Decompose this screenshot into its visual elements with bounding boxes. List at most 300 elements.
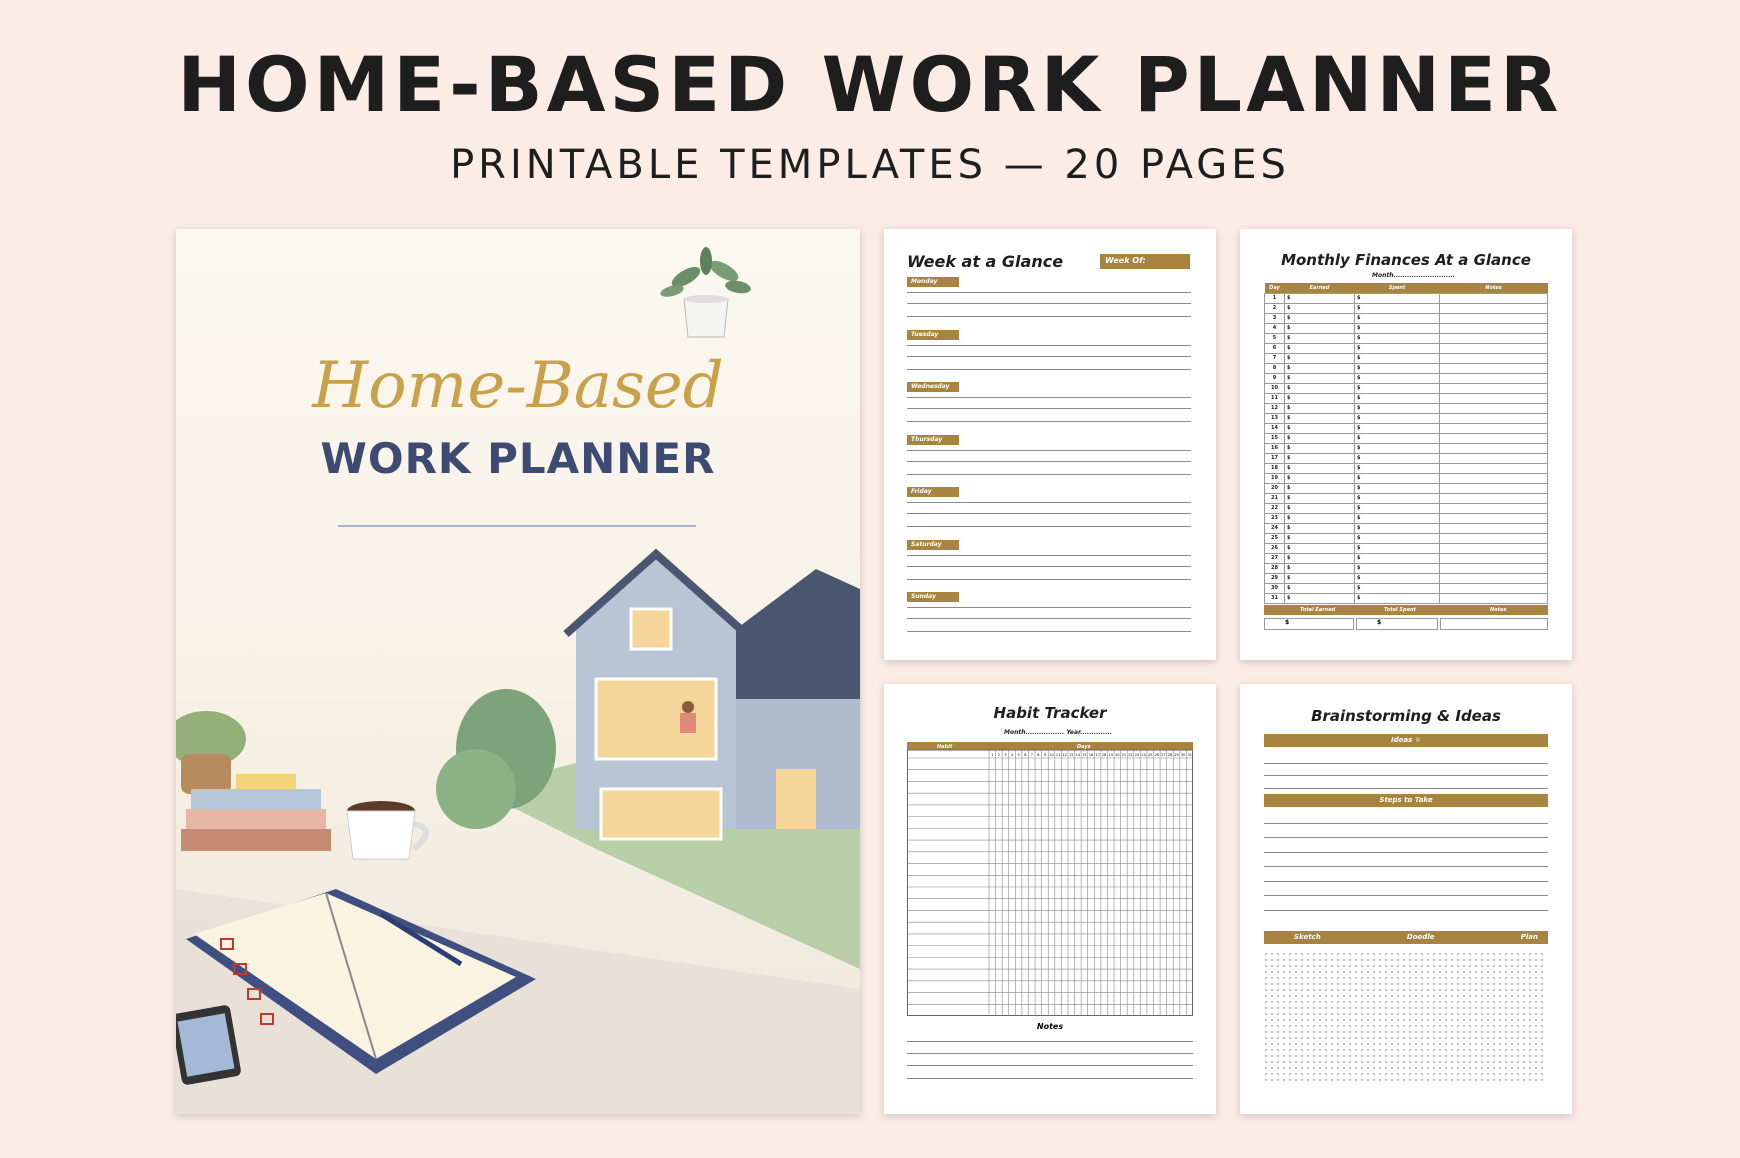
dot — [1439, 1049, 1440, 1050]
dot — [1313, 977, 1314, 978]
dot — [1319, 959, 1320, 960]
dot — [1475, 1055, 1476, 1056]
notes-cell — [1440, 373, 1548, 383]
spent-cell: $ — [1355, 533, 1440, 543]
dot — [1487, 959, 1488, 960]
dot — [1307, 1061, 1308, 1062]
day-number: 25 — [1147, 753, 1153, 757]
habit-title: Habit Tracker — [993, 704, 1107, 722]
dot — [1331, 1031, 1332, 1032]
dot — [1535, 1031, 1536, 1032]
dot — [1397, 1055, 1398, 1056]
dot — [1343, 983, 1344, 984]
dot — [1499, 1031, 1500, 1032]
dot — [1277, 1025, 1278, 1026]
dot — [1343, 1067, 1344, 1068]
dot — [1409, 1031, 1410, 1032]
earned-cell: $ — [1285, 583, 1355, 593]
dot — [1505, 1013, 1506, 1014]
dot — [1337, 989, 1338, 990]
dot — [1331, 959, 1332, 960]
dot — [1517, 995, 1518, 996]
dot — [1427, 1073, 1428, 1074]
dot — [1499, 959, 1500, 960]
spent-cell: $ — [1355, 543, 1440, 553]
dot — [1355, 953, 1356, 954]
week-of-label: Week Of: — [1100, 254, 1190, 269]
dot — [1289, 1061, 1290, 1062]
dot — [1367, 989, 1368, 990]
table-row — [1265, 453, 1548, 463]
day-number: 5 — [1017, 753, 1020, 757]
dot — [1511, 1037, 1512, 1038]
dot — [1517, 965, 1518, 966]
dot — [1529, 977, 1530, 978]
dot — [1439, 965, 1440, 966]
earned-cell: $ — [1285, 593, 1355, 603]
finance-month-label: Month........................... — [1372, 272, 1456, 279]
dot — [1541, 1013, 1542, 1014]
notes-line — [907, 1065, 1193, 1066]
spent-cell: $ — [1355, 563, 1440, 573]
dot — [1487, 1019, 1488, 1020]
dot — [1439, 1031, 1440, 1032]
dot — [1265, 953, 1266, 954]
dot — [1391, 989, 1392, 990]
dot — [1343, 953, 1344, 954]
dot — [1433, 977, 1434, 978]
dot — [1343, 1049, 1344, 1050]
notes-line — [907, 1041, 1193, 1042]
dot — [1469, 1055, 1470, 1056]
dot — [1277, 1007, 1278, 1008]
dot — [1439, 983, 1440, 984]
total-earned-box: $ — [1264, 618, 1354, 630]
dot — [1511, 1013, 1512, 1014]
dot — [1493, 995, 1494, 996]
dot — [1349, 1013, 1350, 1014]
day-cell: 14 — [1265, 423, 1285, 433]
dot — [1301, 1055, 1302, 1056]
dot — [1541, 1031, 1542, 1032]
day-cell: 18 — [1265, 463, 1285, 473]
dot — [1475, 1049, 1476, 1050]
dot — [1277, 1037, 1278, 1038]
dot — [1439, 1043, 1440, 1044]
dot — [1349, 1073, 1350, 1074]
dot — [1529, 995, 1530, 996]
dot — [1379, 1019, 1380, 1020]
table-row — [1265, 473, 1548, 483]
day-number: 29 — [1174, 753, 1179, 757]
dot — [1433, 1019, 1434, 1020]
dot — [1421, 1019, 1422, 1020]
spent-cell: $ — [1355, 353, 1440, 363]
dot — [1319, 1001, 1320, 1002]
dot — [1289, 989, 1290, 990]
dot — [1463, 1073, 1464, 1074]
dot — [1289, 965, 1290, 966]
ideas-line — [1264, 788, 1548, 789]
dot — [1313, 953, 1314, 954]
dot — [1487, 1001, 1488, 1002]
dot — [1493, 953, 1494, 954]
dot — [1439, 1067, 1440, 1068]
dot — [1463, 1061, 1464, 1062]
days-col-label: Days — [1077, 744, 1091, 750]
dot — [1439, 1037, 1440, 1038]
day-cell: 10 — [1265, 383, 1285, 393]
dot — [1415, 1055, 1416, 1056]
dot — [1517, 1037, 1518, 1038]
dot — [1397, 1013, 1398, 1014]
dot — [1277, 977, 1278, 978]
dot — [1343, 1073, 1344, 1074]
dot — [1523, 1055, 1524, 1056]
dot — [1295, 989, 1296, 990]
dot — [1403, 1055, 1404, 1056]
dot — [1523, 983, 1524, 984]
dot — [1343, 1079, 1344, 1080]
dot — [1343, 1001, 1344, 1002]
dot — [1319, 1073, 1320, 1074]
dot — [1265, 1025, 1266, 1026]
dot — [1331, 1055, 1332, 1056]
dot — [1289, 1007, 1290, 1008]
ruled-line — [907, 474, 1191, 475]
ruled-line — [907, 345, 1191, 346]
dot — [1337, 953, 1338, 954]
dot — [1499, 983, 1500, 984]
dot — [1337, 1025, 1338, 1026]
day-tag-sunday: Sunday — [907, 592, 959, 602]
dot — [1541, 1049, 1542, 1050]
dot — [1385, 995, 1386, 996]
notes-cell — [1440, 383, 1548, 393]
dot — [1355, 1073, 1356, 1074]
dot — [1481, 1031, 1482, 1032]
day-cell: 2 — [1265, 303, 1285, 313]
dot — [1415, 1067, 1416, 1068]
notes-cell — [1440, 403, 1548, 413]
col-earned: Earned — [1285, 283, 1355, 293]
dot — [1427, 971, 1428, 972]
dot — [1373, 1001, 1374, 1002]
dot — [1337, 1001, 1338, 1002]
dot — [1445, 1031, 1446, 1032]
dot — [1301, 1061, 1302, 1062]
dot — [1499, 1067, 1500, 1068]
dot — [1397, 953, 1398, 954]
dot — [1499, 977, 1500, 978]
dot — [1451, 1079, 1452, 1080]
dot — [1379, 953, 1380, 954]
ruled-line — [907, 579, 1191, 580]
dot — [1301, 995, 1302, 996]
dot — [1499, 989, 1500, 990]
notes-cell — [1440, 543, 1548, 553]
dot — [1439, 1073, 1440, 1074]
dot — [1415, 1001, 1416, 1002]
dot — [1487, 1073, 1488, 1074]
dot — [1529, 959, 1530, 960]
dot — [1385, 1037, 1386, 1038]
notes-cell — [1440, 333, 1548, 343]
day-cell: 3 — [1265, 313, 1285, 323]
dot — [1433, 1007, 1434, 1008]
dot — [1349, 965, 1350, 966]
dot — [1325, 1049, 1326, 1050]
dot — [1337, 1013, 1338, 1014]
dot — [1391, 1037, 1392, 1038]
dot — [1391, 1043, 1392, 1044]
dot — [1409, 983, 1410, 984]
spent-cell: $ — [1355, 453, 1440, 463]
dot — [1463, 1031, 1464, 1032]
dot — [1427, 1055, 1428, 1056]
dot — [1505, 1007, 1506, 1008]
dot — [1265, 1049, 1266, 1050]
dot — [1331, 995, 1332, 996]
finance-table — [1264, 283, 1548, 604]
dot — [1481, 995, 1482, 996]
dot — [1349, 1067, 1350, 1068]
dot — [1463, 953, 1464, 954]
day-cell: 12 — [1265, 403, 1285, 413]
dot — [1295, 1073, 1296, 1074]
day-cell: 7 — [1265, 353, 1285, 363]
dot — [1523, 953, 1524, 954]
plan-label: Plan — [1520, 933, 1538, 941]
dot — [1277, 965, 1278, 966]
dot — [1511, 959, 1512, 960]
dot — [1463, 977, 1464, 978]
dot — [1313, 1067, 1314, 1068]
dot — [1487, 995, 1488, 996]
dot — [1415, 965, 1416, 966]
dot — [1451, 1049, 1452, 1050]
dot — [1541, 1055, 1542, 1056]
dot — [1277, 995, 1278, 996]
dot — [1427, 989, 1428, 990]
table-row — [1265, 313, 1548, 323]
dot — [1361, 983, 1362, 984]
dot — [1505, 1067, 1506, 1068]
dot — [1295, 1079, 1296, 1080]
dot — [1457, 1073, 1458, 1074]
dot — [1433, 1067, 1434, 1068]
dot — [1283, 971, 1284, 972]
dot — [1409, 1025, 1410, 1026]
dot — [1493, 1067, 1494, 1068]
dot — [1481, 953, 1482, 954]
day-tag-wednesday: Wednesday — [907, 382, 959, 392]
dot — [1271, 1013, 1272, 1014]
dot — [1271, 1037, 1272, 1038]
dot — [1541, 1007, 1542, 1008]
dot — [1289, 1031, 1290, 1032]
dot — [1325, 965, 1326, 966]
dot — [1493, 977, 1494, 978]
dot — [1373, 977, 1374, 978]
notes-cell — [1440, 413, 1548, 423]
dot — [1319, 953, 1320, 954]
dot — [1523, 1037, 1524, 1038]
dot — [1319, 1061, 1320, 1062]
dot — [1295, 977, 1296, 978]
dot — [1457, 1019, 1458, 1020]
dot — [1355, 1001, 1356, 1002]
dot — [1541, 1001, 1542, 1002]
dot — [1331, 1079, 1332, 1080]
day-number: 13 — [1069, 753, 1074, 757]
dot — [1337, 977, 1338, 978]
dot — [1295, 1031, 1296, 1032]
dot — [1307, 953, 1308, 954]
dot — [1373, 1061, 1374, 1062]
spent-cell: $ — [1355, 333, 1440, 343]
dot — [1529, 1007, 1530, 1008]
dot — [1283, 1079, 1284, 1080]
dot — [1295, 1013, 1296, 1014]
dot — [1301, 1073, 1302, 1074]
earned-cell: $ — [1285, 393, 1355, 403]
dot — [1541, 1025, 1542, 1026]
dot — [1367, 1001, 1368, 1002]
dot — [1439, 989, 1440, 990]
dot — [1367, 971, 1368, 972]
dot — [1445, 1013, 1446, 1014]
dot — [1457, 983, 1458, 984]
dot — [1319, 1037, 1320, 1038]
dot — [1499, 971, 1500, 972]
dot — [1535, 1007, 1536, 1008]
dot — [1481, 1067, 1482, 1068]
dot — [1349, 1043, 1350, 1044]
dot — [1457, 1049, 1458, 1050]
dot — [1433, 959, 1434, 960]
dot — [1367, 1043, 1368, 1044]
dot — [1517, 977, 1518, 978]
dot — [1331, 1019, 1332, 1020]
dot — [1523, 1025, 1524, 1026]
dot — [1391, 1067, 1392, 1068]
dot — [1535, 1037, 1536, 1038]
dot — [1445, 1055, 1446, 1056]
dot — [1379, 1073, 1380, 1074]
dot — [1283, 1025, 1284, 1026]
dot — [1373, 989, 1374, 990]
dot — [1361, 1067, 1362, 1068]
day-cell: 27 — [1265, 553, 1285, 563]
dot — [1379, 1043, 1380, 1044]
dot — [1535, 1073, 1536, 1074]
habit-grid — [907, 742, 1193, 1016]
dot — [1349, 1037, 1350, 1038]
dot — [1439, 971, 1440, 972]
footer-notes-label: Notes — [1490, 607, 1507, 613]
ideas-bar — [1264, 734, 1548, 747]
dot — [1289, 1025, 1290, 1026]
dot — [1415, 1025, 1416, 1026]
dot — [1487, 1037, 1488, 1038]
ruled-line — [907, 566, 1191, 567]
dot — [1271, 1055, 1272, 1056]
dot — [1391, 983, 1392, 984]
dot — [1289, 1055, 1290, 1056]
dot — [1475, 1061, 1476, 1062]
day-number: 19 — [1108, 753, 1113, 757]
day-cell: 17 — [1265, 453, 1285, 463]
dot — [1445, 1007, 1446, 1008]
earned-cell: $ — [1285, 463, 1355, 473]
dot — [1331, 965, 1332, 966]
dot — [1271, 965, 1272, 966]
dot — [1355, 1007, 1356, 1008]
dot — [1475, 977, 1476, 978]
dot — [1505, 1043, 1506, 1044]
dot — [1415, 1061, 1416, 1062]
dot — [1427, 1025, 1428, 1026]
dot — [1367, 1025, 1368, 1026]
ruled-line — [907, 316, 1191, 317]
dot — [1301, 953, 1302, 954]
dot — [1535, 953, 1536, 954]
dot — [1295, 965, 1296, 966]
dot — [1493, 989, 1494, 990]
table-row — [1265, 543, 1548, 553]
dot — [1403, 1079, 1404, 1080]
dot — [1373, 1019, 1374, 1020]
dot — [1277, 1031, 1278, 1032]
dot — [1349, 1031, 1350, 1032]
dot — [1535, 959, 1536, 960]
dot — [1529, 1061, 1530, 1062]
dot — [1529, 1013, 1530, 1014]
dot — [1379, 965, 1380, 966]
dot — [1457, 959, 1458, 960]
dot — [1529, 1001, 1530, 1002]
table-row — [1265, 443, 1548, 453]
dot — [1451, 1025, 1452, 1026]
dot — [1313, 1031, 1314, 1032]
dot — [1523, 1001, 1524, 1002]
dot — [1301, 1013, 1302, 1014]
dot — [1325, 1037, 1326, 1038]
dot — [1271, 995, 1272, 996]
dot — [1403, 953, 1404, 954]
dot — [1493, 971, 1494, 972]
dot — [1289, 1043, 1290, 1044]
habit-col-label: Habit — [937, 744, 953, 750]
dot — [1529, 983, 1530, 984]
dot — [1277, 1073, 1278, 1074]
dot — [1307, 1037, 1308, 1038]
dot — [1331, 953, 1332, 954]
dot — [1469, 1049, 1470, 1050]
dot — [1265, 1019, 1266, 1020]
dot — [1493, 1079, 1494, 1080]
dot — [1415, 995, 1416, 996]
dot — [1391, 965, 1392, 966]
day-number: 8 — [1037, 753, 1040, 757]
doodle-label: Doodle — [1406, 933, 1435, 941]
dot — [1409, 989, 1410, 990]
dot — [1277, 1001, 1278, 1002]
dot — [1511, 953, 1512, 954]
dot — [1505, 971, 1506, 972]
day-cell: 23 — [1265, 513, 1285, 523]
